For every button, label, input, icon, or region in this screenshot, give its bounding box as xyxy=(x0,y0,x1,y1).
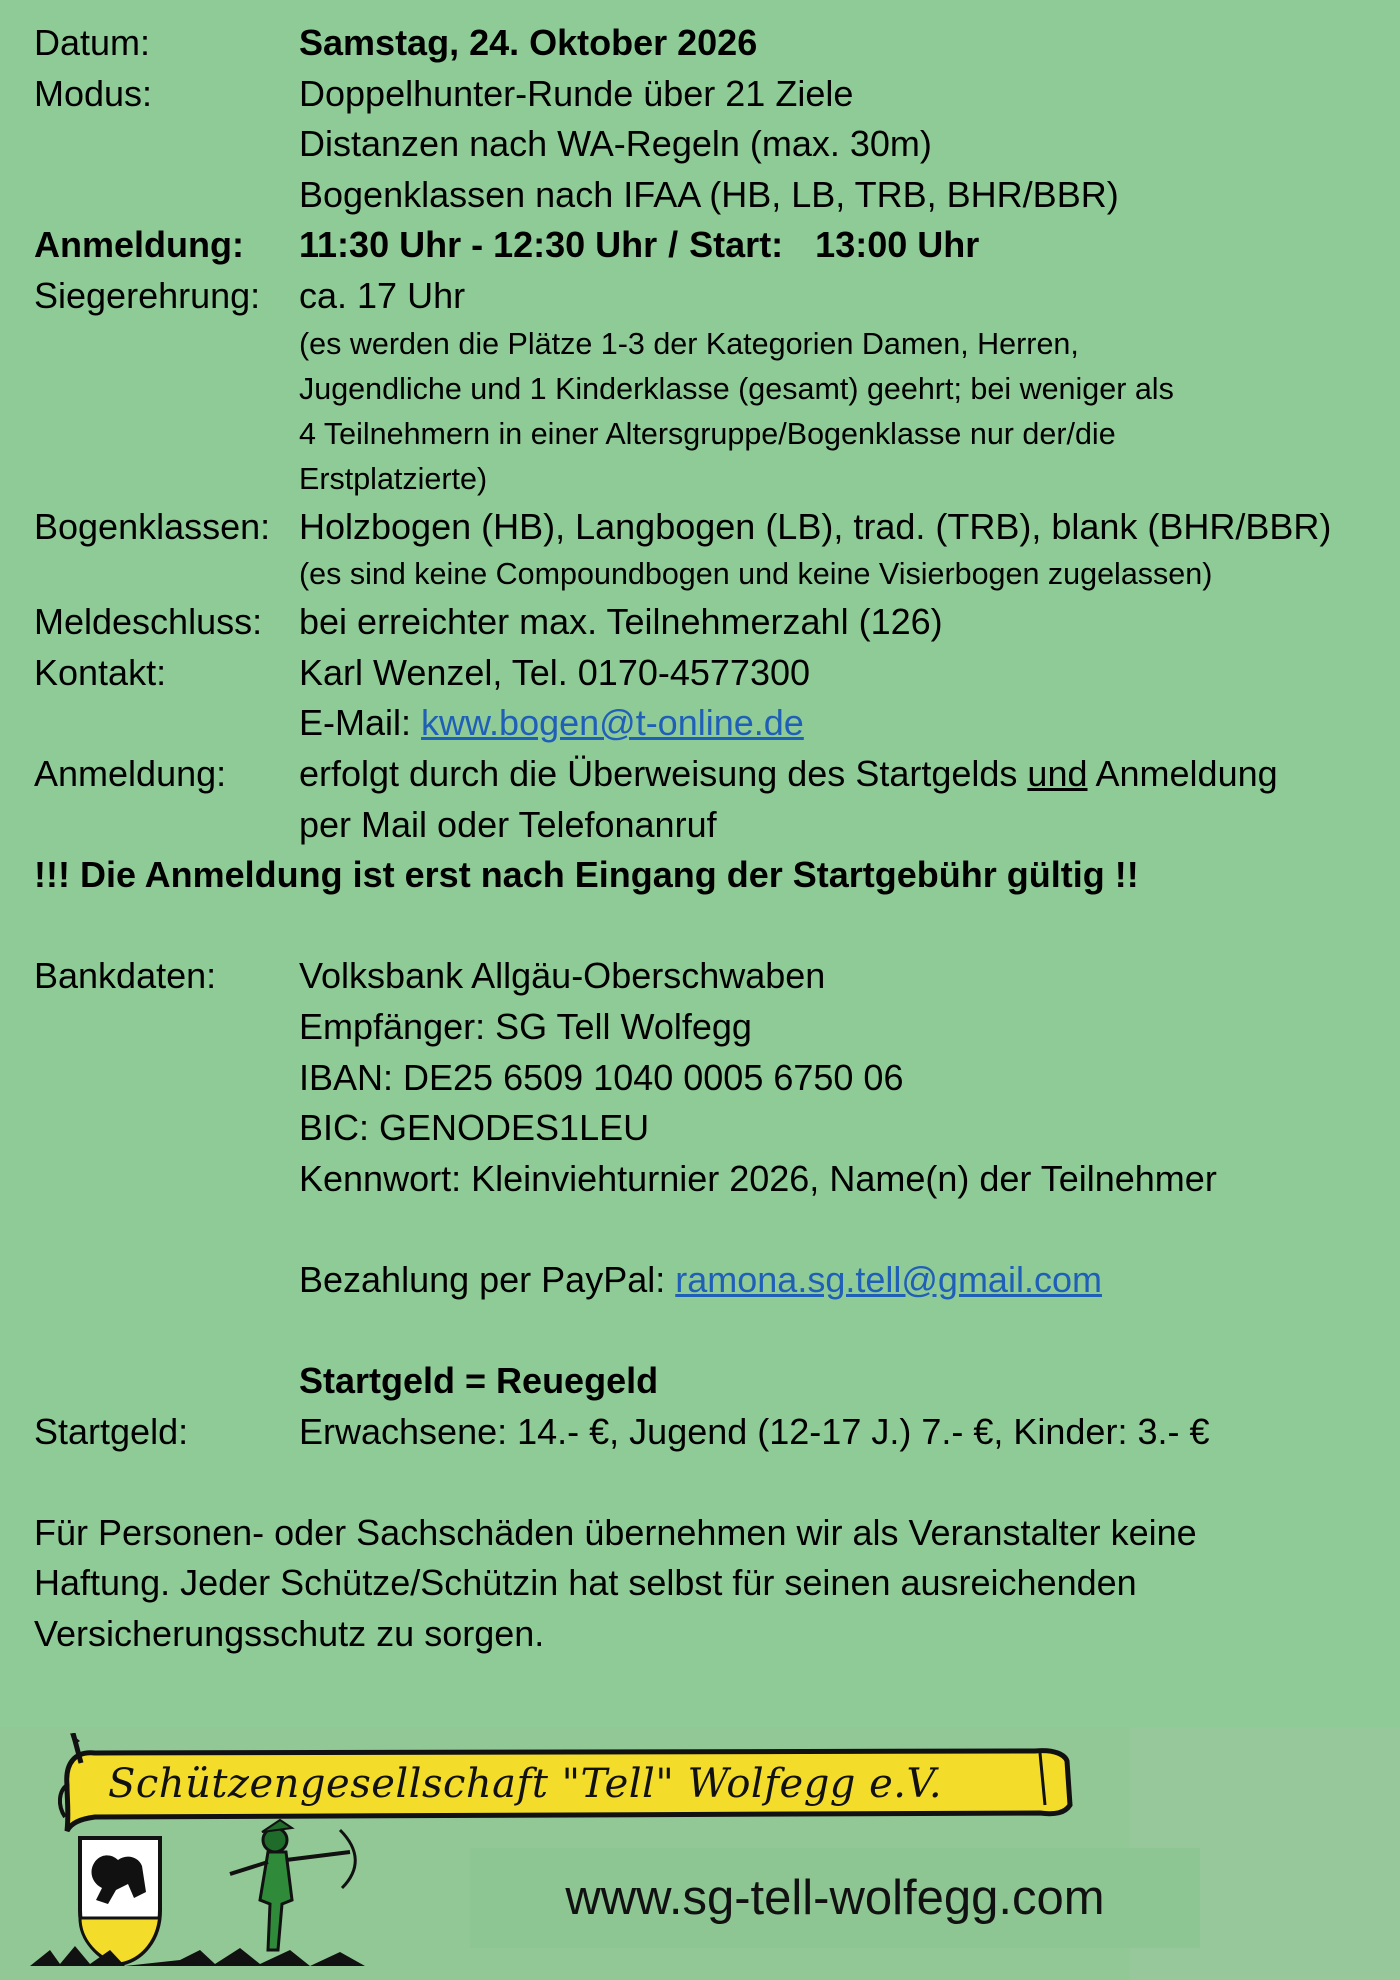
anmeldung-separator: / xyxy=(668,224,679,266)
datum-value: Samstag, 24. Oktober 2026 xyxy=(299,22,758,63)
startgeld-row xyxy=(34,1407,1384,1458)
bogenklassen-note-row xyxy=(34,552,1384,597)
event-details xyxy=(34,18,1384,1660)
bogenklassen-value: Holzbogen (HB), Langbogen (LB), trad. (TRB), blank (BHR/BBR) xyxy=(299,505,1332,547)
warning-text: !!! Die Anmeldung ist erst nach Eingang der Startgebühr gültig !! xyxy=(34,854,1139,896)
disclaimer xyxy=(34,1508,1384,1660)
anmeldung2-row xyxy=(34,749,1384,850)
bank-line: IBAN: DE25 6509 1040 0005 6750 06 xyxy=(299,1056,904,1098)
siegerehrung-note-line: Jugendliche und 1 Kinderklasse (gesamt) geehrt; bei weniger als xyxy=(299,371,1174,406)
siegerehrung-note-row xyxy=(34,322,1384,502)
bank-line: Empfänger: SG Tell Wolfegg xyxy=(299,1005,752,1047)
modus-line: Bogenklassen nach IFAA (HB, LB, TRB, BHR/BBR) xyxy=(299,173,1119,215)
siegerehrung-note-line: Erstplatzierte) xyxy=(299,461,488,496)
kontakt-value: Karl Wenzel, Tel. 0170-4577300 xyxy=(299,651,811,693)
meldeschluss-label: Meldeschluss: xyxy=(34,601,263,643)
email-link[interactable]: kww.bogen@t-online.de xyxy=(421,702,804,744)
anmeldung-time: 11:30 Uhr - 12:30 Uhr xyxy=(299,224,658,266)
kontakt-label: Kontakt: xyxy=(34,651,167,693)
bank-line: BIC: GENODES1LEU xyxy=(299,1107,650,1149)
siegerehrung-note-line: (es werden die Plätze 1-3 der Kategorien Damen, Herren, xyxy=(299,326,1079,361)
email-prefix: E-Mail: xyxy=(299,702,412,744)
meldeschluss-value: bei erreichter max. Teilnehmerzahl (126) xyxy=(299,601,943,643)
crest-archer-icon xyxy=(30,1800,370,1970)
paypal-link[interactable]: ramona.sg.tell@gmail.com xyxy=(675,1258,1102,1300)
anmeldung2-text: erfolgt durch die Überweisung des Startgelds xyxy=(299,752,1018,794)
anmeldung2-label: Anmeldung: xyxy=(34,752,227,794)
club-name-banner: Schützengesellschaft "Tell" Wolfegg e.V. xyxy=(108,1761,943,1807)
kontakt-row xyxy=(34,648,1384,699)
start-label: Start: xyxy=(689,224,784,266)
bank-line: Volksbank Allgäu-Oberschwaben xyxy=(299,955,826,997)
modus-line: Doppelhunter-Runde über 21 Ziele xyxy=(299,72,854,114)
siegerehrung-row xyxy=(34,271,1384,322)
disclaimer-line: Haftung. Jeder Schütze/Schützin hat selbst für seinen ausreichenden xyxy=(34,1562,1137,1604)
start-time: 13:00 Uhr xyxy=(815,224,980,266)
modus-line: Distanzen nach WA-Regeln (max. 30m) xyxy=(299,123,932,165)
siegerehrung-value: ca. 17 Uhr xyxy=(299,274,466,316)
modus-label: Modus: xyxy=(34,72,153,114)
anmeldung2-line2: per Mail oder Telefonanruf xyxy=(299,803,717,845)
modus-row xyxy=(34,69,1384,221)
anmeldung-row xyxy=(34,220,1384,271)
bogenklassen-row xyxy=(34,502,1384,553)
email-row xyxy=(34,698,1384,749)
anmeldung2-text-end: Anmeldung xyxy=(1095,752,1278,794)
bogenklassen-label: Bogenklassen: xyxy=(34,505,271,547)
startgeld-heading: Startgeld = Reuegeld xyxy=(299,1360,659,1402)
anmeldung2-und: und xyxy=(1027,752,1088,794)
siegerehrung-label: Siegerehrung: xyxy=(34,274,261,316)
paypal-prefix: Bezahlung per PayPal: xyxy=(299,1258,666,1300)
bank-label: Bankdaten: xyxy=(34,955,217,997)
bank-row xyxy=(34,951,1384,1406)
website-box xyxy=(470,1848,1200,1948)
anmeldung-label: Anmeldung: xyxy=(34,224,244,266)
bank-line: Kennwort: Kleinviehturnier 2026, Name(n) der Teilnehmer xyxy=(299,1157,1217,1199)
datum-label: Datum: xyxy=(34,22,151,63)
startgeld-label: Startgeld: xyxy=(34,1410,189,1452)
bogenklassen-note: (es sind keine Compoundbogen und keine Visierbogen zugelassen) xyxy=(299,557,1213,592)
website-url[interactable]: www.sg-tell-wolfegg.com xyxy=(565,1871,1105,1925)
meldeschluss-row xyxy=(34,597,1384,648)
datum-row xyxy=(34,18,1384,69)
siegerehrung-note-line: 4 Teilnehmern in einer Altersgruppe/Bogenklasse nur der/die xyxy=(299,416,1116,451)
disclaimer-line: Für Personen- oder Sachschäden übernehmen wir als Veranstalter keine xyxy=(34,1511,1197,1553)
startgeld-value: Erwachsene: 14.- €, Jugend (12-17 J.) 7.- €, Kinder: 3.- € xyxy=(299,1410,1210,1452)
disclaimer-line: Versicherungsschutz zu sorgen. xyxy=(34,1613,545,1655)
